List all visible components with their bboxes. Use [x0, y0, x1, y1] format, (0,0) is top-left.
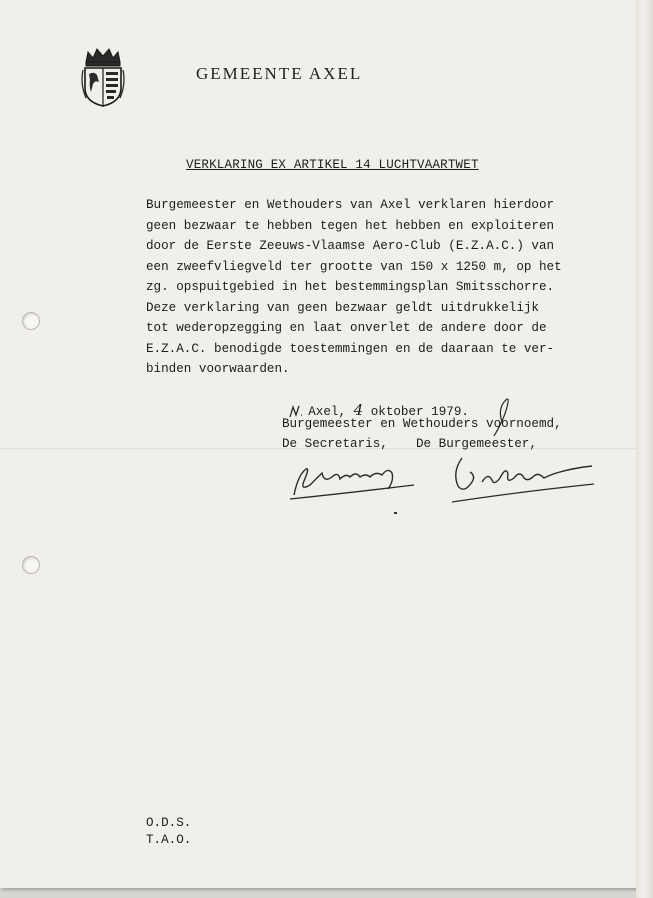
secretary-signature — [288, 455, 418, 505]
date-day: 4 — [353, 401, 364, 419]
body-line: door de Eerste Zeeuws-Vlaamse Aero-Club (E.Z.A.C.) van — [146, 239, 555, 253]
mayor-signature — [448, 452, 598, 508]
body-line: binden voorwaarden. — [146, 362, 290, 376]
date-place: Axel, — [308, 405, 347, 419]
signatories-header: Burgemeester en Wethouders voornoemd, — [282, 417, 562, 431]
reference-initials — [146, 815, 191, 849]
document-heading: VERKLARING EX ARTIKEL 14 LUCHTVAARTWET — [186, 158, 479, 172]
declaration-body — [146, 195, 562, 380]
coat-of-arms-icon — [80, 44, 126, 108]
mayor-label: De Burgemeester, — [416, 437, 537, 451]
body-line: tot wederopzegging en laat onverlet de andere door de — [146, 321, 547, 335]
reference-line: O.D.S. — [146, 816, 192, 830]
body-line: Burgemeester en Wethouders van Axel verklaren hierdoor — [146, 198, 555, 212]
reference-line: T.A.O. — [146, 833, 192, 847]
municipality-title: GEMEENTE AXEL — [196, 64, 363, 83]
body-line: een zweefvliegveld ter grootte van 150 x 1250 m, op het — [146, 259, 562, 274]
body-line: zg. opspuitgebied in het bestemmingsplan Smitsschorre. — [146, 280, 555, 294]
page-edge — [636, 0, 653, 898]
secretary-label: De Secretaris, — [282, 437, 388, 451]
body-line: Deze verklaring van geen bezwaar geldt uitdrukkelijk — [146, 300, 539, 315]
punch-hole-top — [22, 312, 40, 330]
body-line: E.Z.A.C. benodigde toestemmingen en de daaraan te ver- — [146, 341, 555, 356]
punch-hole-bottom — [22, 556, 40, 574]
ink-dot — [394, 512, 397, 514]
date-month-year: oktober 1979. — [370, 405, 469, 419]
body-line: geen bezwaar te hebben tegen het hebben en exploiteren — [146, 218, 555, 233]
